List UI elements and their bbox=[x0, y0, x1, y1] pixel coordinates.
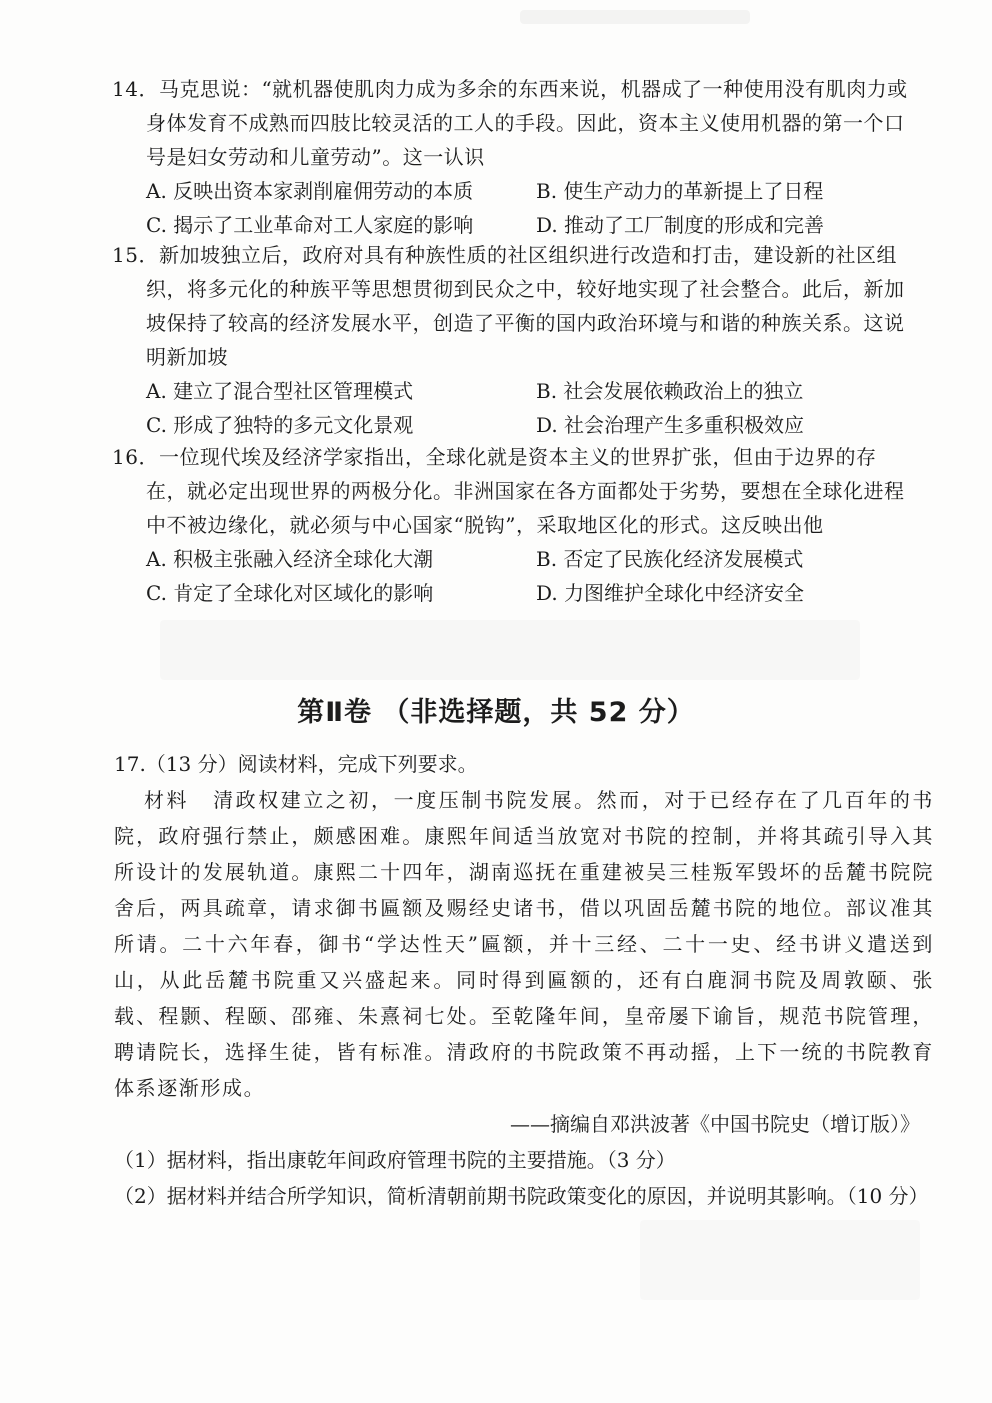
option-d: D. 力图维护全球化中经济安全 bbox=[536, 581, 805, 605]
section-title: 第Ⅱ卷 （非选择题，共 52 分） bbox=[297, 697, 695, 728]
sub-question-1: （1）据材料，指出康乾年间政府管理书院的主要措施。（3 分） bbox=[114, 1148, 676, 1172]
scan-smudge bbox=[160, 620, 860, 680]
option-b: B. 使生产动力的革新提上了日程 bbox=[536, 179, 824, 203]
question-stem: 14．马克思说：“就机器使肌肉力成为多余的东西来说，机器成了一种使用没有肌肉力或身体发育不成熟而四肢比较灵活的工人的手段。因此，资本主义使用机器的第一个口号是妇女劳动和儿童劳动”。这一认识 bbox=[112, 77, 908, 169]
option-d: D. 社会治理产生多重积极效应 bbox=[536, 413, 805, 437]
material-text: 清政权建立之初，一度压制书院发展。然而，对于已经存在了几百年的书院，政府强行禁止，颇感困难。康熙年间适当放宽对书院的控制，并将其疏引导入其所设计的发展轨道。康熙二十四年，湖南巡抚在重建被吴三桂叛军毁坏的岳麓书院院舍后，两具疏章，请求御书匾额及赐经史诸书，借以巩固岳麓书院的地位。部议准其所请。二十六年春，御书“学达性天”匾额，并十三经、二十一史、经书讲义遣送到山，从此岳麓书院重又兴盛起来。同时得到匾额的，还有白鹿洞书院及周敦颐、张载、程颢、程颐、邵雍、朱熹祠七处。至乾隆年间，皇帝屡下谕旨，规范书院管理，聘请院长，选择生徒，皆有标准。清政府的书院政策不再动摇，上下一统的书院教育体系逐渐形成。 bbox=[114, 788, 935, 1100]
option-a: A. 建立了混合型社区管理模式 bbox=[146, 379, 414, 403]
question-17-head: 17.（13 分）阅读材料，完成下列要求。 bbox=[114, 752, 478, 776]
option-d: D. 推动了工厂制度的形成和完善 bbox=[536, 213, 825, 237]
question-16 bbox=[112, 440, 912, 610]
question-stem: 16．一位现代埃及经济学家指出，全球化就是资本主义的世界扩张，但由于边界的存在，就必定出现世界的两极分化。非洲国家在各方面都处于劣势，要想在全球化进程中不被边缘化，就必须与中心国家“脱钩”，采取地区化的形式。这反映出他 bbox=[112, 445, 905, 537]
option-c: C. 揭示了工业革命对工人家庭的影响 bbox=[146, 213, 474, 237]
scan-smudge bbox=[640, 1220, 920, 1300]
question-17 bbox=[114, 746, 934, 1214]
material-source: ——摘编自邓洪波著《中国书院史（增订版）》 bbox=[510, 1112, 920, 1136]
option-b: B. 社会发展依赖政治上的独立 bbox=[536, 379, 804, 403]
sub-question-2: （2）据材料并结合所学知识，简析清朝前期书院政策变化的原因，并说明其影响。（10 分） bbox=[114, 1184, 929, 1208]
option-a: A. 积极主张融入经济全球化大潮 bbox=[146, 547, 434, 571]
option-b: B. 否定了民族化经济发展模式 bbox=[536, 547, 804, 571]
options-group bbox=[112, 542, 912, 610]
question-14 bbox=[112, 72, 912, 242]
question-15 bbox=[112, 238, 912, 442]
option-c: C. 形成了独特的多元文化景观 bbox=[146, 413, 414, 437]
material-label: 材料 bbox=[144, 788, 190, 812]
scan-smudge bbox=[520, 10, 750, 24]
option-a: A. 反映出资本家剥削雇佣劳动的本质 bbox=[146, 179, 474, 203]
material-paragraph bbox=[114, 782, 934, 1106]
question-stem: 15．新加坡独立后，政府对具有种族性质的社区组织进行改造和打击，建设新的社区组织，将多元化的种族平等思想贯彻到民众之中，较好地实现了社会整合。此后，新加坡保持了较高的经济发展水平，创造了平衡的国内政治环境与和谐的种族关系。这说明新加坡 bbox=[112, 243, 905, 369]
option-c: C. 肯定了全球化对区域化的影响 bbox=[146, 581, 434, 605]
options-group bbox=[112, 374, 912, 442]
options-group bbox=[112, 174, 912, 242]
